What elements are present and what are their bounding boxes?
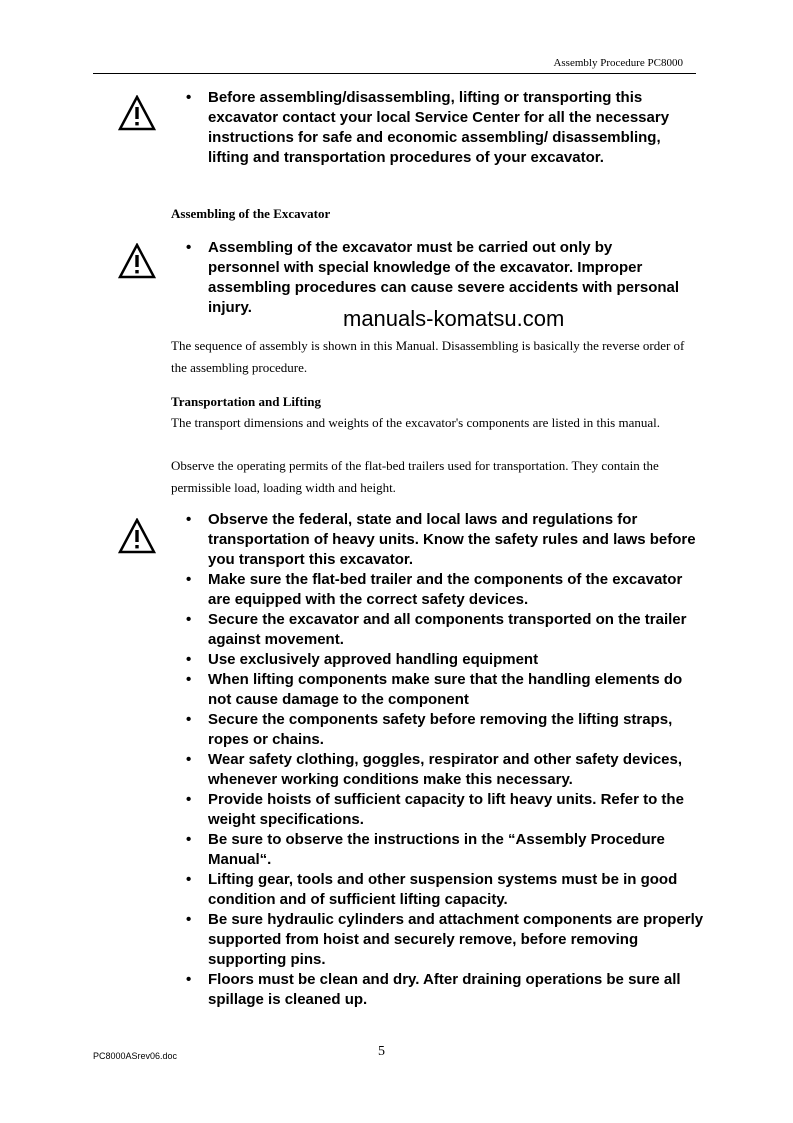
warning-item: • Wear safety clothing, goggles, respirator and other safety devices, whenever working conditions make this necessary.	[185, 750, 705, 790]
warning-item: • Use exclusively approved handling equipment	[185, 650, 705, 670]
header-rule	[93, 73, 696, 74]
page-number: 5	[378, 1044, 385, 1059]
warning-item: • Provide hoists of sufficient capacity to lift heavy units. Refer to the weight specifications.	[185, 790, 705, 830]
warning-item: • When lifting components make sure that the handling elements do not cause damage to the component	[185, 670, 705, 710]
footer-filename: PC8000ASrev06.doc	[93, 1051, 178, 1061]
warning-item: • Secure the components safety before removing the lifting straps, ropes or chains.	[185, 710, 705, 750]
warning-item: • Be sure hydraulic cylinders and attachment components are properly supported from hoist and securely remove, before removing supporting pins.	[185, 910, 705, 970]
watermark-text: manuals-komatsu.com	[343, 306, 565, 331]
warning-triangle-icon	[118, 518, 156, 554]
warning-item: • Be sure to observe the instructions in the “Assembly Procedure Manual“.	[185, 830, 705, 870]
warning-item: • Secure the excavator and all components transported on the trailer against movement.	[185, 610, 705, 650]
warning-item: • Lifting gear, tools and other suspension systems must be in good condition and of sufficient lifting capacity.	[185, 870, 705, 910]
warning-item: • Floors must be clean and dry. After draining operations be sure all spillage is cleaned up.	[185, 970, 705, 1010]
warning-list-general	[185, 88, 705, 168]
paragraph-transport-dimensions: The transport dimensions and weights of the excavator's components are listed in this manual.	[171, 415, 661, 430]
section-heading-assembling: Assembling of the Excavator	[171, 206, 331, 221]
section-heading-transport: Transportation and Lifting	[171, 394, 322, 409]
header-title: Assembly Procedure PC8000	[553, 57, 683, 69]
warning-item: • Assembling of the excavator must be carried out only by personnel with special knowledge of the excavator. Improper assembling procedures can cause severe accidents with personal injury.	[185, 238, 685, 318]
warning-list-transport	[185, 510, 705, 1010]
paragraph-trailer-permits: Observe the operating permits of the flat-bed trailers used for transportation. They contain the permissible load, loading width and height.	[171, 458, 659, 495]
warning-triangle-icon	[118, 243, 156, 279]
warning-triangle-icon	[118, 95, 156, 131]
warning-item: • Observe the federal, state and local laws and regulations for transportation of heavy units. Know the safety rules and laws before you transport this excavator.	[185, 510, 705, 570]
warning-item: • Before assembling/disassembling, lifting or transporting this excavator contact your local Service Center for all the necessary instructions for safe and economic assembling/ disassembling, lifting and transportation procedures of your excavator.	[185, 88, 705, 168]
paragraph-assembly-sequence: The sequence of assembly is shown in this Manual. Disassembling is basically the reverse order of the assembling procedure.	[171, 338, 685, 375]
warning-item: • Make sure the flat-bed trailer and the components of the excavator are equipped with the correct safety devices.	[185, 570, 705, 610]
